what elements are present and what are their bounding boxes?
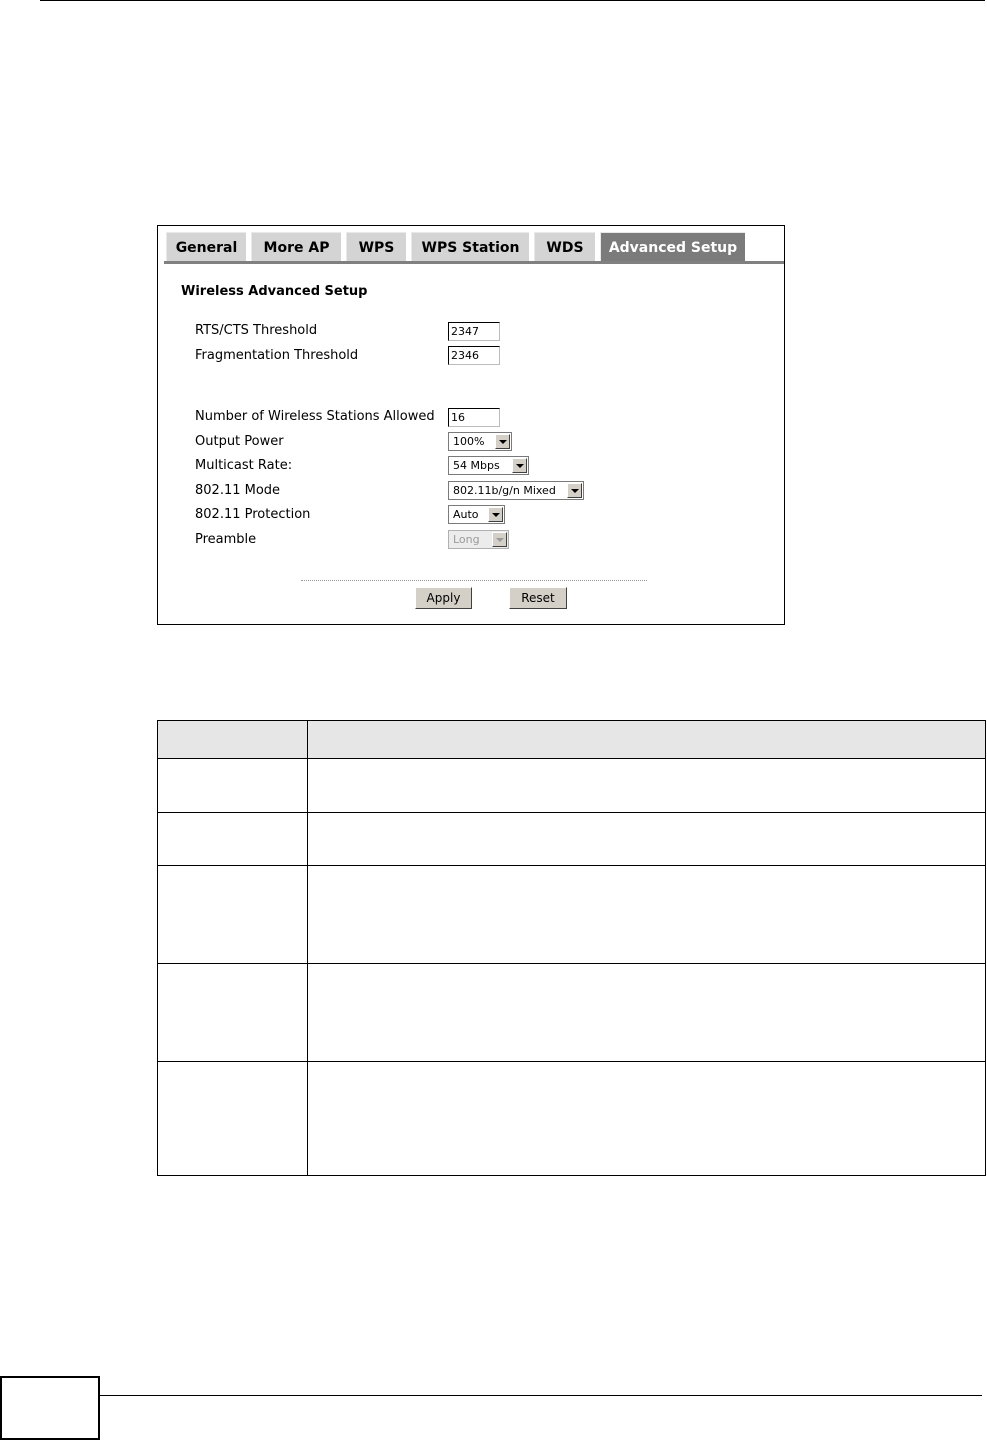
output-power-value: 100% [453,435,485,448]
section-title: Wireless Advanced Setup [181,284,368,299]
tab-more-ap[interactable]: More AP [251,232,341,261]
preamble-select [448,530,509,549]
chevron-down-icon[interactable] [512,458,527,473]
multicast-rate-label: Multicast Rate: [195,458,293,473]
button-divider [301,580,647,581]
table-cell [158,759,308,813]
reset-button[interactable]: Reset [509,587,567,609]
table-cell [308,759,986,813]
protection-value: Auto [453,508,479,521]
tab-advanced-setup[interactable]: Advanced Setup [600,232,745,261]
protection-label: 802.11 Protection [195,507,311,522]
tab-bar [166,232,750,262]
output-power-label: Output Power [195,434,284,449]
mode-value: 802.11b/g/n Mixed [453,484,556,497]
fragmentation-threshold-input[interactable]: 2346 [448,346,500,365]
table-row [158,759,986,813]
multicast-rate-select[interactable] [448,456,529,475]
table-cell [158,813,308,866]
mode-label: 802.11 Mode [195,483,281,498]
preamble-value: Long [453,533,480,546]
multicast-rate-value: 54 Mbps [453,459,500,472]
table-header-cell [158,721,308,759]
protection-select[interactable] [448,505,505,524]
wireless-stations-label: Number of Wireless Stations Allowed [195,409,435,424]
wireless-advanced-setup-panel [157,225,785,625]
page-top-rule [40,0,985,1]
fragmentation-threshold-label: Fragmentation Threshold [195,348,359,363]
table-cell [158,1062,308,1176]
page-bottom-rule [100,1395,982,1396]
table-cell [158,866,308,964]
tab-wps[interactable]: WPS [346,232,406,261]
tab-general[interactable]: General [166,232,246,261]
wireless-stations-input[interactable]: 16 [448,408,500,427]
table-cell [308,813,986,866]
preamble-label: Preamble [195,532,257,547]
description-table [157,720,986,1176]
chevron-down-icon[interactable] [567,483,582,498]
table-header-cell [308,721,986,759]
table-cell [308,964,986,1062]
output-power-select[interactable] [448,432,512,451]
rts-cts-threshold-input[interactable]: 2347 [448,322,500,341]
table-row [158,1062,986,1176]
apply-button[interactable]: Apply [415,587,472,609]
rts-cts-threshold-label: RTS/CTS Threshold [195,323,318,338]
mode-select[interactable] [448,481,584,500]
chevron-down-icon [492,532,507,547]
table-cell [308,866,986,964]
tab-wds[interactable]: WDS [534,232,595,261]
table-row [158,813,986,866]
chevron-down-icon[interactable] [495,434,510,449]
table-row [158,866,986,964]
table-row [158,964,986,1062]
table-cell [158,964,308,1062]
chevron-down-icon[interactable] [488,507,503,522]
table-header-row [158,721,986,759]
tab-underline [164,261,784,264]
page-number-box [0,1376,100,1440]
table-cell [308,1062,986,1176]
tab-wps-station[interactable]: WPS Station [411,232,529,261]
